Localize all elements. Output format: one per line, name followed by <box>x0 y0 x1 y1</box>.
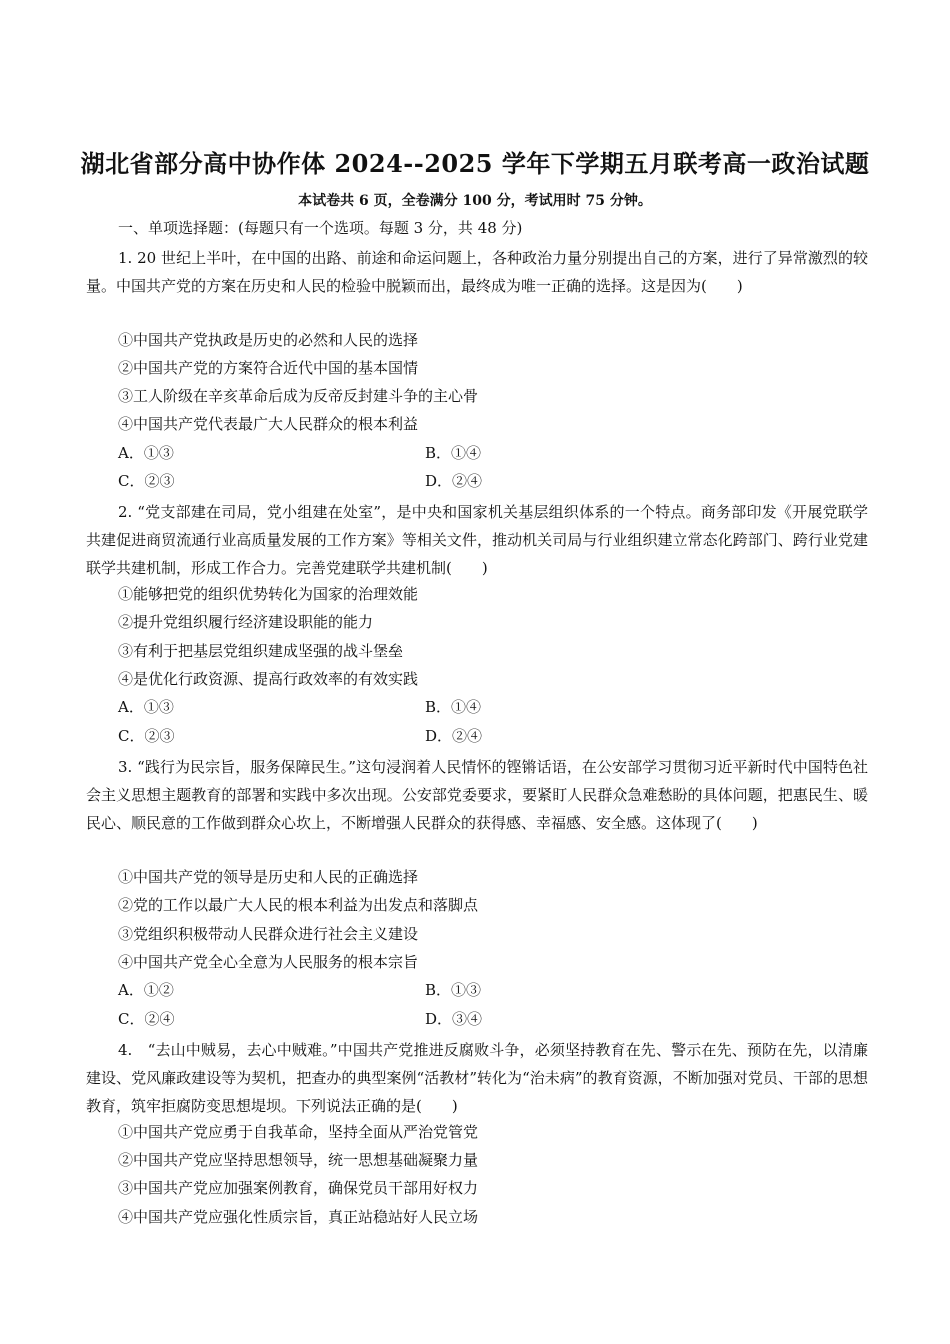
question-2-statement-2: ②提升党组织履行经济建设职能的能力 <box>118 613 374 631</box>
question-3-option-d: D．③④ <box>425 1010 483 1028</box>
exam-subtitle: 本试卷共 6 页，全卷满分 100 分，考试用时 75 分钟。 <box>298 193 652 209</box>
exam-title: 湖北省部分高中协作体 2024--2025 学年下学期五月联考高一政治试题 <box>80 149 870 178</box>
question-2-option-c: C．②③ <box>118 727 175 745</box>
question-2-stem: 2. “党支部建在司局，党小组建在处室”，是中央和国家机关基层组织体系的一个特点。商务部印发《开展党联学共建促进商贸流通行业高质量发展的工作方案》等相关文件，推动机关司局与行业组织建立常态化跨部门、跨行业党建联学共建机制，形成工作合力。完善党建联学共建机制( ) <box>86 503 868 578</box>
question-4-stem: 4. “去山中贼易，去心中贼难。”中国共产党推进反腐败斗争，必须坚持教育在先、警示在先、预防在先，以清廉建设、党风廉政建设等为契机，把查办的典型案例“活教材”转化为“治未病”的教育资源，不断加强对党员、干部的思想教育，筑牢拒腐防变思想堤坝。下列说法正确的是( ) <box>86 1041 868 1116</box>
section-heading: 一、单项选择题：(每题只有一个选项。每题 3 分，共 48 分) <box>118 219 523 237</box>
question-3-option-c: C．②④ <box>118 1010 175 1028</box>
question-3-statement-2: ②党的工作以最广大人民的根本利益为出发点和落脚点 <box>118 896 479 914</box>
question-2-statement-1: ①能够把党的组织优势转化为国家的治理效能 <box>118 585 419 603</box>
question-4-statement-3: ③中国共产党应加强案例教育，确保党员干部用好权力 <box>118 1179 479 1197</box>
question-1-statement-1: ①中国共产党执政是历史的必然和人民的选择 <box>118 331 419 349</box>
question-1-option-c: C．②③ <box>118 472 175 490</box>
question-3-stem: 3. “践行为民宗旨，服务保障民生。”这句浸润着人民情怀的铿锵话语，在公安部学习贯彻习近平新时代中国特色社会主义思想主题教育的部署和实践中多次出现。公安部党委要求，要紧盯人民群众急难愁盼的具体问题，把惠民生、暖民心、顺民意的工作做到群众心坎上，不断增强人民群众的获得感、幸福感、安全感。这体现了( ) <box>86 758 868 833</box>
question-2-option-a: A．①③ <box>118 698 174 716</box>
question-1-option-b: B．①④ <box>425 444 482 462</box>
question-2-option-b: B．①④ <box>425 698 482 716</box>
question-4-statement-1: ①中国共产党应勇于自我革命，坚持全面从严治党管党 <box>118 1123 479 1141</box>
question-1-option-d: D．②④ <box>425 472 483 490</box>
question-2-statement-4: ④是优化行政资源、提高行政效率的有效实践 <box>118 670 419 688</box>
question-3-option-a: A．①② <box>118 981 174 999</box>
question-1-statement-3: ③工人阶级在辛亥革命后成为反帝反封建斗争的主心骨 <box>118 387 479 405</box>
question-1-statement-2: ②中国共产党的方案符合近代中国的基本国情 <box>118 359 419 377</box>
question-2-option-d: D．②④ <box>425 727 483 745</box>
question-3-statement-1: ①中国共产党的领导是历史和人民的正确选择 <box>118 868 419 886</box>
question-3-statement-4: ④中国共产党全心全意为人民服务的根本宗旨 <box>118 953 419 971</box>
question-3-option-b: B．①③ <box>425 981 482 999</box>
question-1-statement-4: ④中国共产党代表最广大人民群众的根本利益 <box>118 415 419 433</box>
question-4-statement-2: ②中国共产党应坚持思想领导，统一思想基础凝聚力量 <box>118 1151 479 1169</box>
question-1-option-a: A．①③ <box>118 444 174 462</box>
question-3-statement-3: ③党组织积极带动人民群众进行社会主义建设 <box>118 925 419 943</box>
question-1-stem: 1. 20 世纪上半叶，在中国的出路、前途和命运问题上，各种政治力量分别提出自己的方案，进行了异常激烈的较量。中国共产党的方案在历史和人民的检验中脱颖而出，最终成为唯一正确的选择。这是因为( ) <box>86 249 868 296</box>
question-2-statement-3: ③有利于把基层党组织建成坚强的战斗堡垒 <box>118 642 404 660</box>
question-4-statement-4: ④中国共产党应强化性质宗旨，真正站稳站好人民立场 <box>118 1208 479 1226</box>
